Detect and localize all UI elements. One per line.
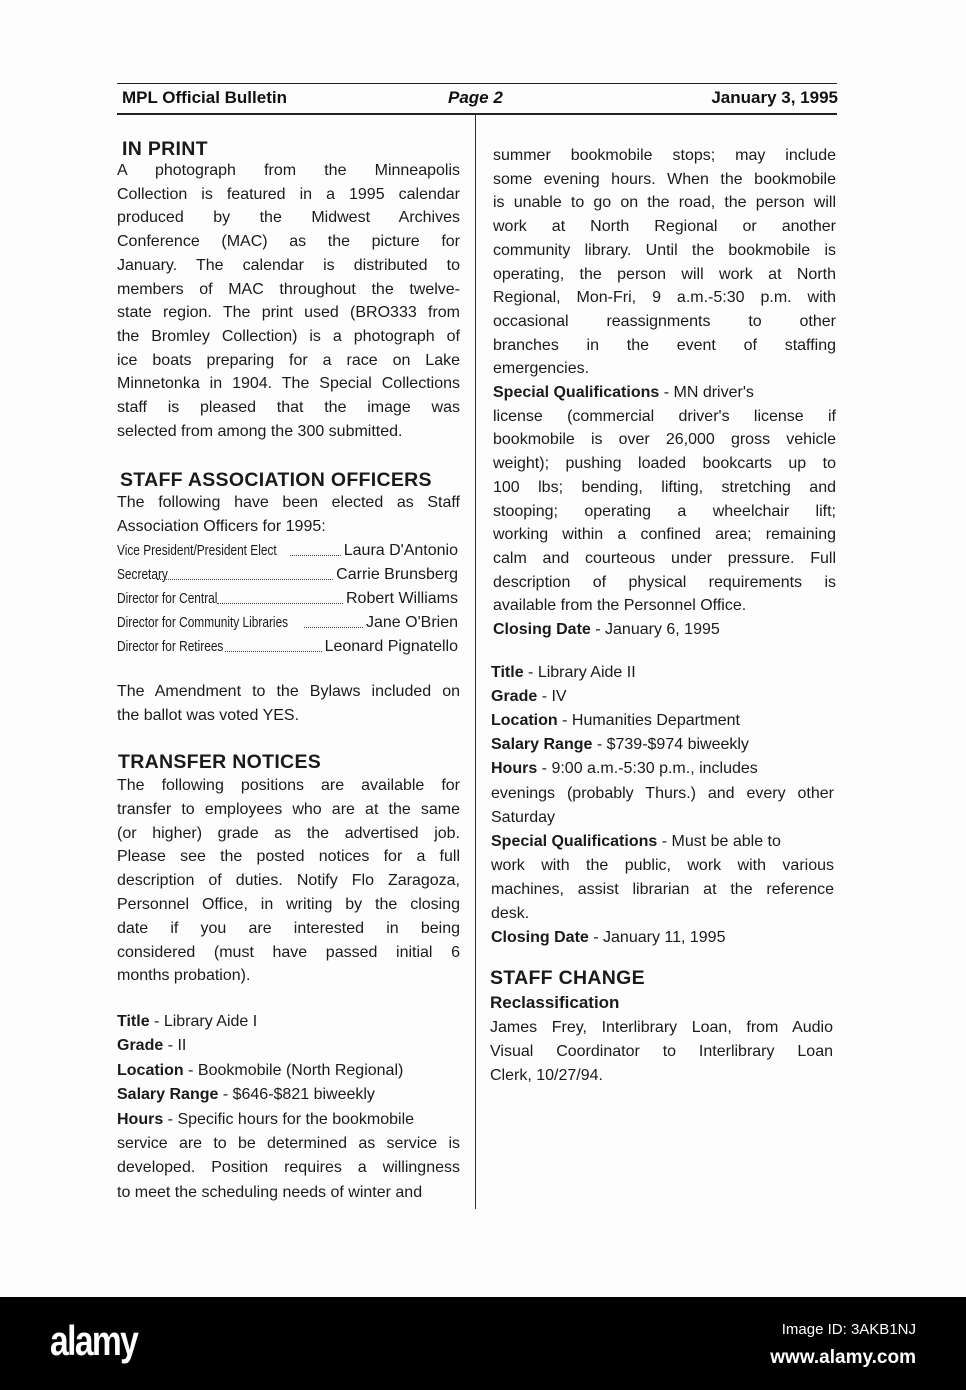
text-line: James Frey, Interlibrary Loan, from Audio [490,1019,833,1036]
field-label: Location [491,712,558,730]
header-top-rule [117,83,837,84]
field-value: - 9:00 a.m.-5:30 p.m., includes [537,760,758,778]
text-line [491,687,834,707]
text-line: calm and courteous under pressure. Full [493,549,836,567]
heading-in-print: IN PRINT [122,138,208,160]
text-line: desk. [491,905,530,922]
field-label: Salary Range [117,1086,219,1104]
dot-leader [304,613,363,628]
text-line: the Bromley Collection) is a photograph of [117,327,460,345]
text-line [491,711,834,731]
text-line [493,383,836,403]
text-line: is unable to go on the road, the person will [493,194,836,212]
text-line: branches in the event of staffing [493,336,836,354]
field-value: - II [163,1037,187,1055]
text-line [117,1012,460,1032]
text-line: ice boats preparing for a race on Lake [117,351,460,369]
field-value: - Library Aide I [149,1013,258,1030]
text-line: to meet the scheduling needs of winter and [117,1183,423,1201]
field-label: Title [117,1013,150,1030]
text-line: Conference (MAC) as the picture for [117,233,460,251]
text-line: the ballot was voted YES. [117,707,300,724]
text-line: summer bookmobile stops; may include [493,147,836,164]
text-line [491,759,834,779]
officer-row [117,589,458,609]
text-line: evenings (probably Thurs.) and every other [491,784,834,802]
field-value: - January 6, 1995 [590,621,720,638]
field-label: Grade [117,1037,164,1055]
text-line: Visual Coordinator to Interlibrary Loan [490,1043,833,1060]
officer-role: Secretary [117,567,168,583]
dot-leader [225,637,322,652]
page-number: Page 2 [448,88,503,107]
text-line: stooping; operating a wheelchair lift; [493,502,836,520]
text-line: Association Officers for 1995: [117,517,326,535]
officer-row [117,613,458,633]
field-label: Closing Date [491,929,589,947]
bulletin-title: MPL Official Bulletin [122,88,287,107]
text-line: working within a confined area; remaining [493,526,836,544]
text-line: community library. Until the bookmobile is [493,241,836,259]
officer-name: Leonard Pignatello [324,638,458,655]
field-value: - MN driver's [659,384,754,401]
alamy-logo: alamy [50,1317,138,1364]
officer-name: Robert Williams [345,590,458,607]
text-line: January. The calendar is distributed to [117,256,460,274]
field-label: Location [117,1061,184,1079]
text-line [491,735,834,755]
text-line: staff is pleased that the image was [117,399,460,416]
text-line: license (commercial driver's license if [493,407,836,425]
text-line: Clerk, 10/27/94. [490,1067,603,1084]
field-label: Title [491,664,524,681]
column-divider [475,114,476,1209]
text-line: description of duties. Notify Flo Zaragoza, [117,872,460,890]
officer-name: Jane O'Brien [366,614,458,631]
text-line: The following positions are available for [117,777,460,794]
text-line: available from the Personnel Office. [493,597,747,615]
text-line: some evening hours. When the bookmobile [493,170,836,188]
text-line: A photograph from the Minneapolis [117,162,460,179]
field-value: - Specific hours for the bookmobile [163,1110,415,1128]
text-line: The Amendment to the Bylaws included on [117,683,460,700]
dot-leader [290,541,341,556]
field-label: Salary Range [491,736,593,754]
text-line: months probation). [117,967,251,985]
text-line: (or higher) grade as the advertised job. [117,824,460,842]
field-value: - Must be able to [657,832,781,850]
field-label: Hours [117,1110,164,1128]
text-line: date if you are interested in being [117,919,460,937]
text-line: Collection is featured in a 1995 calendar [117,185,460,203]
text-line [491,832,834,852]
field-label: Hours [491,760,538,778]
officer-name: Laura D'Antonio [343,542,458,559]
text-line: Saturday [491,808,556,826]
officer-row [117,565,458,585]
text-line: Please see the posted notices for a full [117,848,460,866]
text-line [117,1085,460,1105]
text-line [117,1110,460,1130]
text-line: work with the public, work with various [491,856,834,874]
field-value: - IV [537,688,567,706]
officer-role: Director for Retirees [117,639,224,655]
field-label: Grade [491,688,538,706]
text-line: occasional reassignments to other [493,312,836,330]
text-line: weight); pushing loaded bookcarts up to [493,455,836,473]
alamy-footer [0,1297,966,1390]
text-line: 100 lbs; bending, lifting, stretching and [493,478,836,496]
text-line [117,1036,460,1056]
heading-transfer-notices: TRANSFER NOTICES [118,751,322,773]
image-id: Image ID: 3AKB1NJ [781,1321,916,1338]
subheading-reclassification: Reclassification [490,993,620,1012]
field-label: Closing Date [493,621,591,638]
alamy-url: www.alamy.com [770,1347,916,1368]
text-line: The following have been elected as Staff [117,494,460,511]
field-value: - $646-$821 biweekly [218,1086,375,1104]
text-line [493,620,836,640]
text-line: transfer to employees who are at the same [117,800,460,818]
text-line: state region. The print used (BRO333 from [117,304,460,322]
heading-staff-association-officers: STAFF ASSOCIATION OFFICERS [120,469,432,491]
field-value: - January 11, 1995 [588,929,726,947]
header-bottom-rule [117,113,837,115]
officer-row [117,541,458,561]
officer-role: Director for Community Libraries [117,615,289,631]
dot-leader [157,565,333,580]
text-line: developed. Position requires a willingness [117,1159,460,1177]
text-line [117,1061,460,1081]
text-line: operating, the person will work at North [493,265,836,283]
text-line: considered (must have passed initial 6 [117,943,460,961]
heading-staff-change: STAFF CHANGE [490,967,645,989]
field-value: - Humanities Department [557,712,740,730]
officer-role: Vice President/President Elect [117,543,277,559]
text-line: service are to be determined as service is [117,1135,460,1152]
field-value: - Bookmobile (North Regional) [183,1061,404,1079]
bulletin-date: January 3, 1995 [711,88,838,107]
officer-row [117,637,458,657]
text-line: machines, assist librarian at the reference [491,880,834,898]
text-line: Regional, Mon-Fri, 9 a.m.-5:30 p.m. with [493,289,836,307]
text-line: work at North Regional or another [493,218,836,236]
text-line: selected from among the 300 submitted. [117,422,403,440]
field-label: Special Qualifications [493,384,660,401]
text-line: Personnel Office, in writing by the closing [117,896,460,913]
text-line: members of MAC throughout the twelve- [117,280,460,298]
text-line [491,928,834,948]
text-line: description of physical requirements is [493,573,836,591]
dot-leader [217,589,343,604]
text-line: emergencies. [493,360,590,378]
text-line: Minnetonka in 1904. The Special Collections [117,375,460,393]
text-line: bookmobile is over 26,000 gross vehicle [493,431,836,449]
text-line: produced by the Midwest Archives [117,209,460,227]
officer-role: Director for Central [117,591,218,607]
field-value: - Library Aide II [523,664,636,681]
field-label: Special Qualifications [491,832,658,850]
field-value: - $739-$974 biweekly [592,736,749,754]
officer-name: Carrie Brunsberg [336,566,458,583]
text-line [491,663,834,683]
